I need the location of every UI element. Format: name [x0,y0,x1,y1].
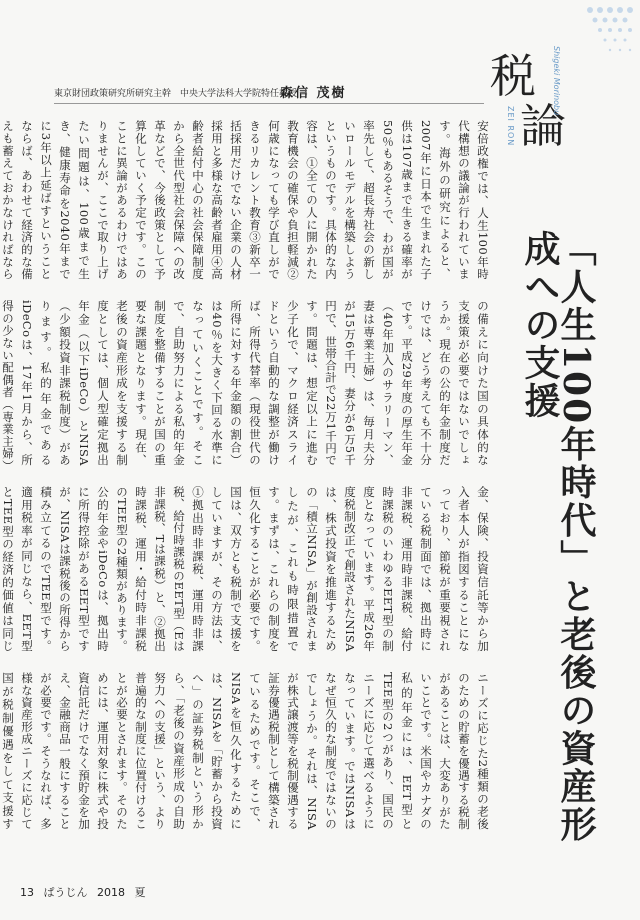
series-kanji-ron: 論 [520,99,566,153]
issue-year: 2018 [97,886,125,899]
author-affiliation: 東京財団政策研究所研究主幹 中央大学法科大学院特任教授 [54,89,298,99]
author-name: 森信 茂樹 [280,86,347,101]
issue-season: 夏 [134,886,146,899]
magazine-name: ぱうじん [43,886,88,899]
body-column-2: の備えに向けた国の具体的な支援策が必要ではないでしょうか。現在の公的年金制度だけでは、どう考えても不十分です。平成29年度の厚生年金（40年加入のサラリーマン、妻は専業主婦）は、毎月夫分が15万6千円、妻分が6万5千円で、世帯合計で22万1千円です。問題は、想定以上に進む少子化で、マクロ経済スライドという自動的な調整が働けば、所得代替率（現役世代の所得に対する年金額の割合）は40％を大きく下回る水準になっていくことです。そこで、自助努力による私的年金制度を整備することが国の重要な課題となります。現在、老後の資産形成を支援する制度としては、個人型確定拠出年金（以下iDeCo）とNISA（少額投資非課税制度）があります。私的年金であるiDeCoは、17年1月から、所得の少ない配偶者（専業主婦） [1,300,490,466]
body-column-4: ニーズに応じた2種類の老後のための貯蓄を優遇する税制があることは、大変ありがたいことです。米国やカナダの私的年金には、EET型とTEE型の2つがあり、国民のニーズに応じて選べるようになっています。ではNISAはなぜ恒久的な制度ではないのでしょうか。それは、NISAが株式譲渡等を税制優遇する証券優遇税制として構築されているためです。そこで、NISAを恒久化するためには、NISAを「貯蓄から投資へ」の証券税制という形から、「老後の資産形成の自助努力への支援」という、より普遍的な制度に位置付けることが必要とされます。そのためには、運用対象に株式や投資信託だけでなく預貯金を加え、金融商品一般にすることが必要です。そうなれば、多様な資産形成ニーズに応じて国が税制優遇をして支援す [1,672,490,830]
series-title [486,40,576,160]
body-column-3: 金、保険、投資信託等から加入者本人が指図することになっており、節税が重要視されている税制面では、拠出時に非課税、運用時非課税、給付時課税のいわゆるEET型の制度となっています。平成26年度税制改正で創設されたNISAは、株式投資を推進するための「積立NISA」が創設されましたが、これも時限措置です。まずは、これらの制度を恒久化することが必要です。国は、双方とも税制で支援をしていますが、その方法は、①拠出時非課税、運用時非課税、給付時課税のEET型（Eは非課税、Tは課税）と、②拠出時課税、運用・給付時非課税のTEE型の2種類があります。公的年金やiDeCoは、拠出時に所得控除があるEET型ですが、NISAは課税後の所得から積み立てるのでTEE型です。適用税率が同じなら、EET型とTEE型の経済的価値は同じ [1,486,490,652]
series-latin-name: Shigeki Morinobu [552,46,561,116]
page-number: 13 [20,886,34,899]
series-kanji-zei: 税 [490,49,536,103]
article-headline: 「人生100年時代」と老後の資産形成への支援 [519,230,597,844]
page-footer [20,884,152,900]
body-column-1: 安倍政権では、人生100年時代構想の議論が行われています。海外の研究によると、2007年に日本で生まれた子供は107歳まで生きる確率が50％もあるそうで、わが国が率先して、超長寿社会の新しいロールモデルを構築しようというものです。具体的な内容は、①全ての人に開かれた教育機会の確保や負担軽減②何歳になっても学び直しができるリカレント教育③新卒一括採用だけでない企業の人材採用と多様な高齢者雇用④高齢者給付中心の社会保障制度から全世代型社会保障への改革などで、今後政策として予算化していく予定です。このことに異論があるわけではありませんが、ここで取り上げたい問題は、100歳まで生き、健康寿命を2040年までに3年以上延ばすということならば、あわせて経済的な備えも蓄えておかなければなら [1,120,490,280]
series-roman: ZEI RON [506,106,515,147]
header-rule [54,103,484,104]
